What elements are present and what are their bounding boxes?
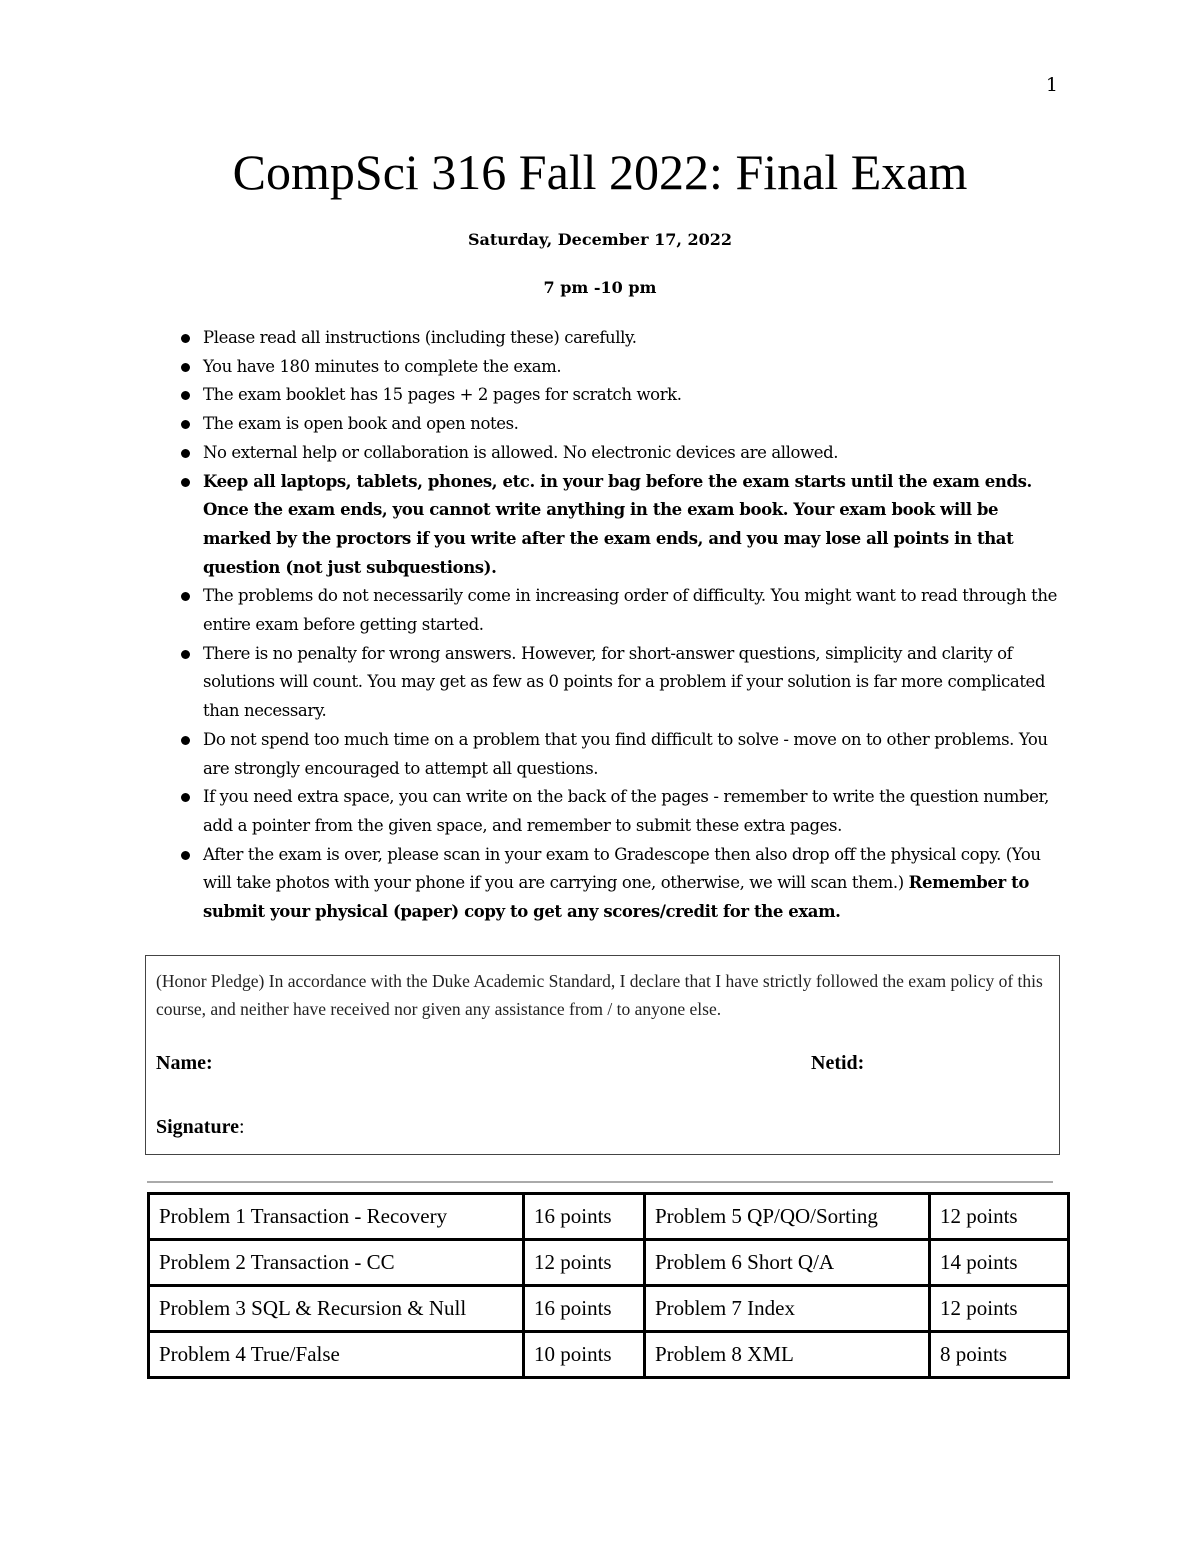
instruction-item (166, 783, 1066, 840)
points-cell: 12 points (524, 1240, 645, 1286)
honor-pledge-text: (Honor Pledge) In accordance with the Duke Academic Standard, I declare that I have strictly followed the exam policy of this course, and neither have received nor given any assistance from / to anyone else. (156, 971, 1043, 1019)
exam-title: CompSci 316 Fall 2022: Final Exam (232, 144, 968, 200)
problem-cell: Problem 4 True/False (149, 1332, 524, 1378)
instruction-text: You have 180 minutes to complete the exam. (203, 356, 562, 376)
points-table (147, 1192, 1070, 1379)
bullet-icon (181, 363, 190, 372)
instruction-item (166, 381, 1066, 410)
problem-cell: Problem 2 Transaction - CC (149, 1240, 524, 1286)
instruction-item (166, 841, 1066, 927)
instruction-text: If you need extra space, you can write on the back of the pages - remember to write the question number, add a pointer from the given space, and remember to submit these extra pages. (203, 787, 1050, 835)
instruction-text: Do not spend too much time on a problem that you find difficult to solve - move on to other problems. You are strongly encouraged to attempt all questions. (203, 729, 1048, 778)
bullet-icon (181, 793, 190, 802)
table-row (149, 1286, 1069, 1332)
instruction-text: No external help or collaboration is allowed. No electronic devices are allowed. (203, 442, 839, 462)
bullet-icon (181, 420, 190, 429)
points-cell: 16 points (524, 1286, 645, 1332)
problem-cell: Problem 7 Index (645, 1286, 930, 1332)
points-cell: 14 points (930, 1240, 1069, 1286)
divider (147, 1181, 1053, 1183)
netid-label: Netid: (811, 1052, 865, 1074)
instruction-text: The exam is open book and open notes. (203, 414, 519, 434)
signature-field (156, 1116, 245, 1139)
instruction-item-bold (166, 468, 1066, 583)
instruction-item (166, 582, 1066, 639)
instruction-text: The problems do not necessarily come in increasing order of difficulty. You might want to read through the entire exam before getting started. (203, 586, 1058, 635)
table-row (149, 1240, 1069, 1286)
bullet-icon (181, 592, 190, 601)
table-row (149, 1194, 1069, 1240)
honor-pledge-box (145, 955, 1060, 1155)
points-cell: 10 points (524, 1332, 645, 1378)
instruction-item (166, 410, 1066, 439)
points-cell: 8 points (930, 1332, 1069, 1378)
instruction-text: After the exam is over, please scan in your exam to Gradescope then also drop off the physical copy. (You will take photos with your phone if you are carrying one, otherwise, we will scan them.) (203, 844, 1041, 893)
instruction-text: Keep all laptops, tablets, phones, etc. in your bag before the exam starts until the exam ends. Once the exam ends, you cannot write anything in the exam book. Your exam book will be marked by the proctors if you write after the exam ends, and you may lose all points in that question (not just subquestions). (203, 471, 1032, 577)
bullet-icon (181, 478, 190, 487)
exam-time: 7 pm -10 pm (543, 278, 657, 297)
table-row (149, 1332, 1069, 1378)
instruction-text: Please read all instructions (including these) carefully. (203, 328, 637, 347)
bullet-icon (181, 650, 190, 659)
signature-colon: : (238, 1116, 245, 1138)
problem-cell: Problem 8 XML (645, 1332, 930, 1378)
instructions-list (166, 324, 1066, 927)
points-cell: 12 points (930, 1194, 1069, 1240)
bullet-icon (181, 851, 190, 860)
exam-date: Saturday, December 17, 2022 (467, 230, 733, 249)
points-cell: 12 points (930, 1286, 1069, 1332)
instruction-item (166, 353, 1066, 382)
problem-cell: Problem 5 QP/QO/Sorting (645, 1194, 930, 1240)
bullet-icon (181, 736, 190, 745)
problem-cell: Problem 1 Transaction - Recovery (149, 1194, 524, 1240)
bullet-icon (181, 334, 190, 343)
signature-label: Signature (156, 1116, 239, 1138)
instruction-item (166, 439, 1066, 468)
problem-cell: Problem 3 SQL & Recursion & Null (149, 1286, 524, 1332)
name-label: Name: (156, 1052, 213, 1074)
points-cell: 16 points (524, 1194, 645, 1240)
bullet-icon (181, 391, 190, 400)
page-number: 1 (1045, 74, 1058, 96)
instruction-item (166, 726, 1066, 783)
bullet-icon (181, 449, 190, 458)
instruction-item (166, 640, 1066, 726)
instruction-text: There is no penalty for wrong answers. However, for short-answer questions, simplicity and clarity of solutions will count. You may get as few as 0 points for a problem if your solution is far more complicated than necessary. (203, 643, 1046, 721)
instruction-emphasis: Remember to submit your physical (paper) copy to get any scores/credit for the exam. (203, 873, 1029, 922)
problem-cell: Problem 6 Short Q/A (645, 1240, 930, 1286)
instruction-text: The exam booklet has 15 pages + 2 pages for scratch work. (203, 385, 682, 405)
instruction-item (166, 324, 1066, 353)
